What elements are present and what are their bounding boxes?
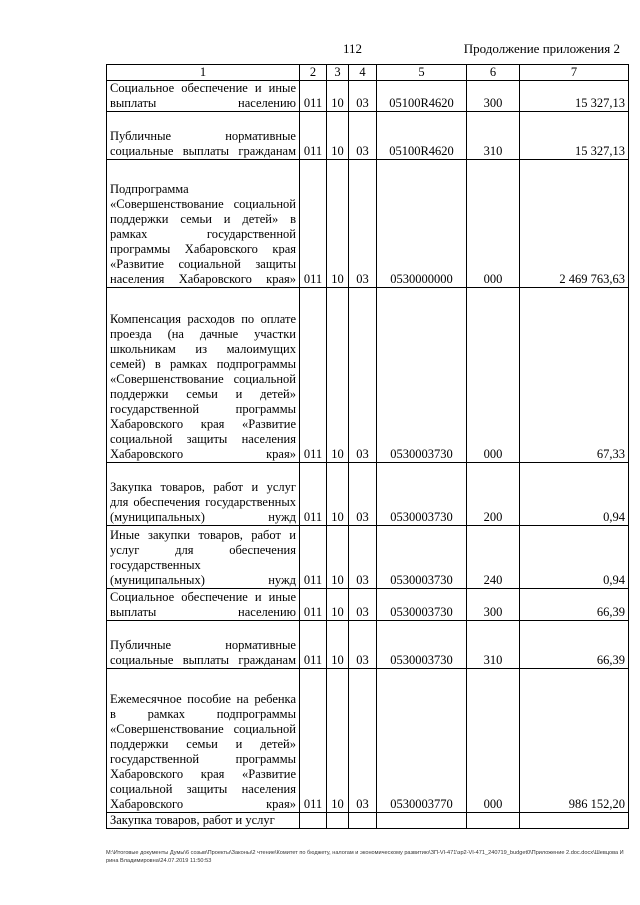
cell-ministry bbox=[300, 813, 327, 829]
cell-amount: 15 327,13 bbox=[520, 112, 629, 160]
table-row bbox=[107, 669, 629, 813]
cell-amount: 0,94 bbox=[520, 463, 629, 526]
table-row bbox=[107, 621, 629, 669]
cell-ministry: 011 bbox=[300, 526, 327, 589]
cell-section: 10 bbox=[327, 526, 349, 589]
table-header-row bbox=[107, 65, 629, 81]
row-name: Закупка товаров, работ и услуг bbox=[107, 813, 300, 829]
table-row bbox=[107, 589, 629, 621]
cell-target: 0530003730 bbox=[377, 526, 467, 589]
cell-subsection: 03 bbox=[349, 589, 377, 621]
table-row bbox=[107, 81, 629, 112]
budget-table bbox=[106, 64, 629, 829]
cell-ministry: 011 bbox=[300, 669, 327, 813]
cell-ministry: 011 bbox=[300, 288, 327, 463]
cell-section bbox=[327, 813, 349, 829]
cell-subsection: 03 bbox=[349, 526, 377, 589]
table-row bbox=[107, 112, 629, 160]
cell-ministry: 011 bbox=[300, 160, 327, 288]
cell-subsection: 03 bbox=[349, 463, 377, 526]
file-path-footer: M:\Итоговые документы Думы\6 созыв\Проекты\Законы\2 чтение\Комитет по бюджету, налогам и экономическому развитию\ЗП-VI-471\зр2-VI-471_240719_budget0\Приложение 2.doc.docx\Шевцова Ирина Владимировна\24.07.2019 11:50:53 bbox=[106, 850, 624, 864]
row-name: Иные закупки товаров, работ и услуг для обеспечения государственных (муниципальных) нужд bbox=[107, 526, 300, 589]
cell-target: 0530003730 bbox=[377, 463, 467, 526]
cell-amount: 0,94 bbox=[520, 526, 629, 589]
row-name: Закупка товаров, работ и услуг для обеспечения государственных (муниципальных) нужд bbox=[107, 463, 300, 526]
cell-expense-type: 310 bbox=[467, 621, 520, 669]
row-name: Публичные нормативные социальные выплаты гражданам bbox=[107, 112, 300, 160]
column-header: 1 bbox=[107, 65, 300, 81]
cell-subsection: 03 bbox=[349, 81, 377, 112]
cell-subsection: 03 bbox=[349, 288, 377, 463]
cell-target: 0530000000 bbox=[377, 160, 467, 288]
cell-expense-type: 300 bbox=[467, 81, 520, 112]
cell-section: 10 bbox=[327, 81, 349, 112]
cell-section: 10 bbox=[327, 669, 349, 813]
cell-subsection bbox=[349, 813, 377, 829]
table-row bbox=[107, 463, 629, 526]
table-row bbox=[107, 160, 629, 288]
row-name: Компенсация расходов по оплате проезда (на дачные участки школьникам из малоимущих семей) в рамках подпрограммы «Совершенствование социальной поддержки семьи и детей» государственной программы Хабаровского края «Развитие социальной защиты населения Хабаровского края» bbox=[107, 288, 300, 463]
cell-target: 0530003770 bbox=[377, 669, 467, 813]
table-row bbox=[107, 813, 629, 829]
table-row bbox=[107, 526, 629, 589]
cell-subsection: 03 bbox=[349, 112, 377, 160]
cell-expense-type: 200 bbox=[467, 463, 520, 526]
cell-expense-type: 300 bbox=[467, 589, 520, 621]
column-header: 6 bbox=[467, 65, 520, 81]
cell-section: 10 bbox=[327, 463, 349, 526]
cell-ministry: 011 bbox=[300, 463, 327, 526]
cell-expense-type: 000 bbox=[467, 288, 520, 463]
cell-amount: 15 327,13 bbox=[520, 81, 629, 112]
cell-section: 10 bbox=[327, 160, 349, 288]
table-row bbox=[107, 288, 629, 463]
cell-target: 05100R4620 bbox=[377, 81, 467, 112]
cell-target bbox=[377, 813, 467, 829]
row-name: Ежемесячное пособие на ребенка в рамках подпрограммы «Совершенствование социальной поддержки семьи и детей» государственной программы Хабаровского края «Развитие социальной защиты населения Хабаровского края» bbox=[107, 669, 300, 813]
cell-subsection: 03 bbox=[349, 669, 377, 813]
cell-target: 0530003730 bbox=[377, 621, 467, 669]
row-name: Подпрограмма «Совершенствование социальной поддержки семьи и детей» в рамках государственной программы Хабаровского края «Развитие социальной защиты населения Хабаровского края» bbox=[107, 160, 300, 288]
cell-expense-type: 240 bbox=[467, 526, 520, 589]
page-number: 112 bbox=[343, 41, 363, 56]
cell-expense-type: 000 bbox=[467, 160, 520, 288]
cell-section: 10 bbox=[327, 112, 349, 160]
cell-section: 10 bbox=[327, 589, 349, 621]
cell-section: 10 bbox=[327, 288, 349, 463]
cell-expense-type: 000 bbox=[467, 669, 520, 813]
cell-target: 0530003730 bbox=[377, 589, 467, 621]
column-header: 5 bbox=[377, 65, 467, 81]
cell-subsection: 03 bbox=[349, 160, 377, 288]
cell-amount bbox=[520, 813, 629, 829]
row-name: Социальное обеспечение и иные выплаты населению bbox=[107, 589, 300, 621]
row-name: Публичные нормативные социальные выплаты гражданам bbox=[107, 621, 300, 669]
cell-ministry: 011 bbox=[300, 112, 327, 160]
cell-amount: 66,39 bbox=[520, 621, 629, 669]
column-header: 4 bbox=[349, 65, 377, 81]
cell-subsection: 03 bbox=[349, 621, 377, 669]
cell-ministry: 011 bbox=[300, 589, 327, 621]
cell-section: 10 bbox=[327, 621, 349, 669]
row-name: Социальное обеспечение и иные выплаты населению bbox=[107, 81, 300, 112]
cell-ministry: 011 bbox=[300, 81, 327, 112]
cell-amount: 2 469 763,63 bbox=[520, 160, 629, 288]
cell-target: 0530003730 bbox=[377, 288, 467, 463]
cell-expense-type bbox=[467, 813, 520, 829]
cell-expense-type: 310 bbox=[467, 112, 520, 160]
column-header: 7 bbox=[520, 65, 629, 81]
cell-amount: 67,33 bbox=[520, 288, 629, 463]
column-header: 3 bbox=[327, 65, 349, 81]
continuation-label: Продолжение приложения 2 bbox=[463, 41, 620, 56]
column-header: 2 bbox=[300, 65, 327, 81]
cell-target: 05100R4620 bbox=[377, 112, 467, 160]
cell-amount: 66,39 bbox=[520, 589, 629, 621]
cell-ministry: 011 bbox=[300, 621, 327, 669]
cell-amount: 986 152,20 bbox=[520, 669, 629, 813]
